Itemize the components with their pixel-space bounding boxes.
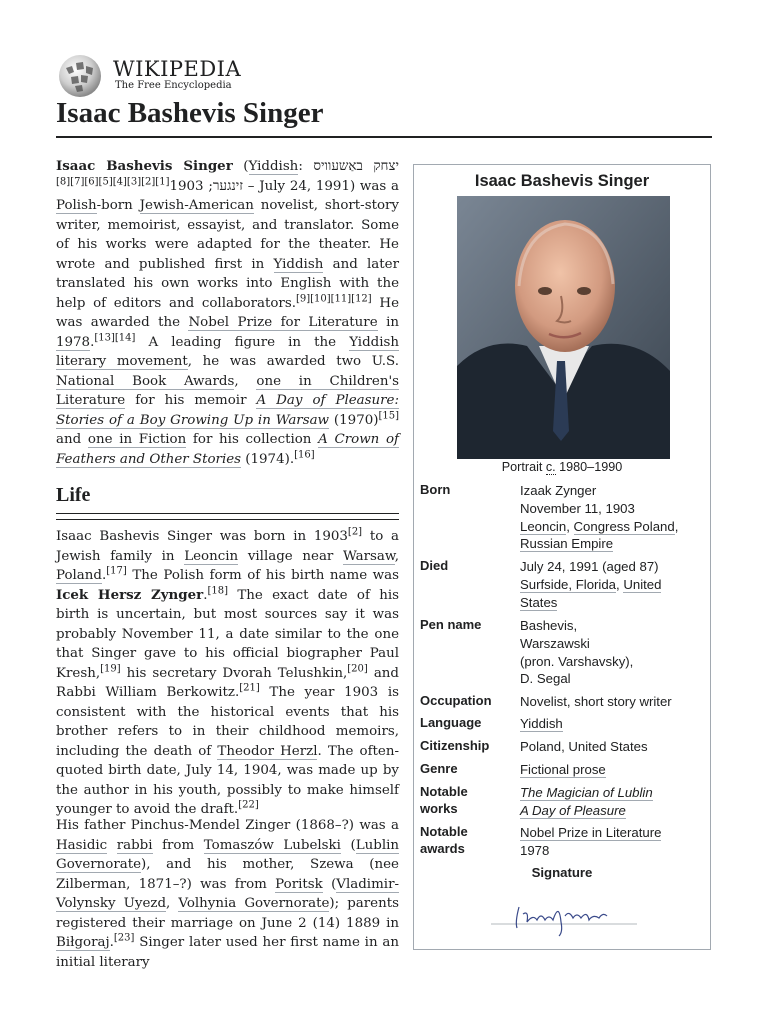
infobox-label: Pen name (420, 617, 482, 632)
wikipedia-globe-logo[interactable] (56, 54, 104, 98)
link-volhynia-governorate[interactable]: Volhynia Governorate (178, 896, 330, 911)
infobox-value: Izaak Zynger November 11, 1903 Leoncin, Congress Poland, Russian Empire (520, 483, 679, 552)
infobox-value: Bashevis, Warszawski (pron. Varshavsky), D. Segal (520, 618, 634, 687)
infobox-label: Died (420, 558, 449, 573)
infobox-value (520, 784, 700, 820)
link-yiddish-literary-movement[interactable]: Yiddish literary movement (56, 334, 399, 369)
infobox-value (520, 761, 700, 779)
infobox-title: Isaac Bashevis Singer (474, 172, 650, 190)
life-paragraph-1: Isaac Bashevis Singer was born in 1903[2] to a Jewish family in Leoncin village near Warsaw, Poland.[17] The Polish form of his birth name was Icek Hersz Zynger.[18] The exact date of his birth is uncertain, but most sources say it was probably November 11, a date similar to the one that Singer gave to his official biographer Paul Kresh,[19] his secretary Dvorah Telushkin,[20] and Rabbi William Berkowitz.[21] The year 1903 is consistent with the historical events that his brother refers to in their childhood memoirs, including the death of Theodor Herzl. The often-quoted birth date, July 14, 1904, was made up by the author in his youth, possibly to make himself younger to avoid the draft.[22] (56, 526, 400, 817)
link-1978[interactable]: 1978 (56, 334, 91, 350)
section-divider (56, 513, 399, 520)
link-leoncin[interactable]: Leoncin (184, 548, 239, 564)
citation-ref[interactable]: [21] (239, 682, 260, 694)
link-yiddish[interactable]: Yiddish (520, 716, 563, 731)
link-fictional-prose[interactable]: Fictional prose (520, 762, 606, 777)
link-hasidic[interactable]: Hasidic (56, 837, 108, 853)
link-lublin-governorate[interactable]: Lublin Governorate (56, 837, 400, 872)
infobox (413, 164, 711, 950)
infobox-label: Language (420, 715, 482, 730)
citation-refs[interactable]: [1][2][3][4][5][6][7][8] (56, 176, 170, 188)
infobox-label: Notable works (420, 784, 468, 816)
link-polish[interactable]: Polish (56, 198, 97, 213)
link-leoncin[interactable]: Leoncin (520, 518, 567, 534)
link-day-of-pleasure[interactable]: A Day of Pleasure (520, 802, 626, 818)
link-nobel-prize[interactable]: Nobel Prize for Literature (188, 315, 378, 330)
link-warsaw[interactable]: Warsaw (343, 548, 395, 564)
citation-refs[interactable]: [9][10][11][12] (295, 293, 372, 305)
citation-ref[interactable]: [2] (347, 526, 363, 538)
infobox-value: Nobel Prize in Literature 1978 (520, 825, 662, 858)
section-heading-life: Life (56, 484, 91, 506)
infobox-label: Notable awards (420, 824, 468, 856)
citation-ref[interactable]: [20] (347, 663, 368, 675)
circa-abbr: c. (545, 460, 556, 474)
infobox-value: Novelist, short story writer (520, 694, 672, 709)
citation-ref[interactable]: [15] (378, 410, 399, 422)
infobox-label: Genre (420, 761, 458, 776)
birth-name: Icek Hersz Zynger (56, 586, 204, 603)
link-nobel-prize-literature[interactable]: Nobel Prize in Literature (520, 825, 662, 840)
wikipedia-wordmark[interactable]: WIKIPEDIA (113, 57, 242, 81)
link-theodor-herzl[interactable]: Theodor Herzl (217, 743, 318, 759)
wikipedia-tagline: The Free Encyclopedia (115, 80, 232, 91)
citation-refs[interactable]: [13][14] (94, 332, 136, 344)
portrait-photo[interactable] (457, 196, 670, 459)
link-russian-empire[interactable]: Russian Empire (520, 536, 614, 552)
infobox-value: July 24, 1991 (aged 87) Surfside, Florida, United States (520, 559, 662, 610)
citation-ref[interactable]: [22] (238, 799, 259, 811)
infobox-label: Born (420, 482, 451, 497)
infobox-label: Citizenship (420, 738, 490, 753)
page-title: Isaac Bashevis Singer (56, 97, 324, 129)
link-tomaszow-lubelski[interactable]: Tomaszów Lubelski (203, 837, 341, 853)
link-poland[interactable]: Poland (56, 568, 102, 583)
portrait-caption: Portrait c. 1980–1990 (501, 460, 623, 474)
link-fiction[interactable]: one in Fiction (87, 432, 187, 447)
link-yiddish[interactable]: Yiddish (248, 159, 299, 174)
citation-ref[interactable]: [19] (100, 663, 121, 675)
link-congress-poland[interactable]: Congress Poland (573, 518, 675, 534)
link-memoir[interactable]: A Day of Pleasure: Stories of a Boy Growing Up in Warsaw (56, 393, 399, 428)
infobox-value: Poland, United States (520, 739, 648, 754)
link-poritsk[interactable]: Poritsk (275, 876, 323, 892)
link-national-book-awards[interactable]: National Book Awards (56, 373, 235, 389)
portrait-illustration (457, 196, 670, 459)
link-collection[interactable]: A Crown of Feathers and Other Stories (56, 432, 400, 467)
citation-ref[interactable]: [16] (294, 449, 315, 461)
link-bilgoraj[interactable]: Biłgoraj (56, 935, 110, 950)
title-divider (56, 136, 712, 138)
link-childrens-literature[interactable]: one in Children's Literature (56, 373, 400, 408)
link-vladimir-volynsky-uyezd[interactable]: Vladimir-Volynsky Uyezd (56, 876, 399, 911)
wikipedia-header[interactable] (56, 53, 356, 99)
link-rabbi[interactable]: rabbi (116, 837, 153, 853)
intro-paragraph: Isaac Bashevis Singer (Yiddish: יצחק באַשעוויס זינגער; 1903[1][2][3][4][5][6][7][8] – July 24, 1991) was a Polish-born Jewish-American novelist, short-story writer, memoirist, essayist, and translator. Some of his works were adapted for the theater. He wrote and published first in Yiddish and later translated his own works into English with the help of editors and collaborators.[9][10][11][12] He was awarded the Nobel Prize for Literature in 1978.[13][14] A leading figure in the Yiddish literary movement, he was awarded two U.S. National Book Awards, one in Children's Literature for his memoir A Day of Pleasure: Stories of a Boy Growing Up in Warsaw (1970)[15] and one in Fiction for his collection A Crown of Feathers and Other Stories (1974).[16] (56, 158, 400, 467)
link-magician-of-lublin[interactable]: The Magician of Lublin (520, 785, 653, 800)
subject-name: Isaac Bashevis Singer (56, 158, 233, 174)
citation-ref[interactable]: [18] (207, 585, 229, 597)
link-yiddish-2[interactable]: Yiddish (273, 256, 324, 272)
signature-image[interactable] (489, 892, 639, 937)
link-surfside-florida[interactable]: Surfside, Florida (520, 576, 617, 592)
link-united-states[interactable]: United States (520, 576, 662, 610)
life-paragraph-2: His father Pinchus-Mendel Zinger (1868–?) was a Hasidic rabbi from Tomaszów Lubelski (Lublin Governorate), and his mother, Szewa (nee Zilberman, 1871–?) was from Poritsk (Vladimir-Volynsky Uyezd, Volhynia Governorate); parents registered their marriage on June 2 (14) 1889 in Biłgoraj.[23] Singer later used her first name in an initial literary (56, 818, 400, 970)
citation-ref[interactable]: [17] (106, 565, 127, 577)
infobox-label: Occupation (420, 693, 492, 708)
citation-ref[interactable]: [23] (113, 932, 135, 944)
signature-label: Signature (531, 865, 593, 880)
link-jewish-american[interactable]: Jewish-American (139, 198, 254, 213)
infobox-value (520, 715, 700, 733)
